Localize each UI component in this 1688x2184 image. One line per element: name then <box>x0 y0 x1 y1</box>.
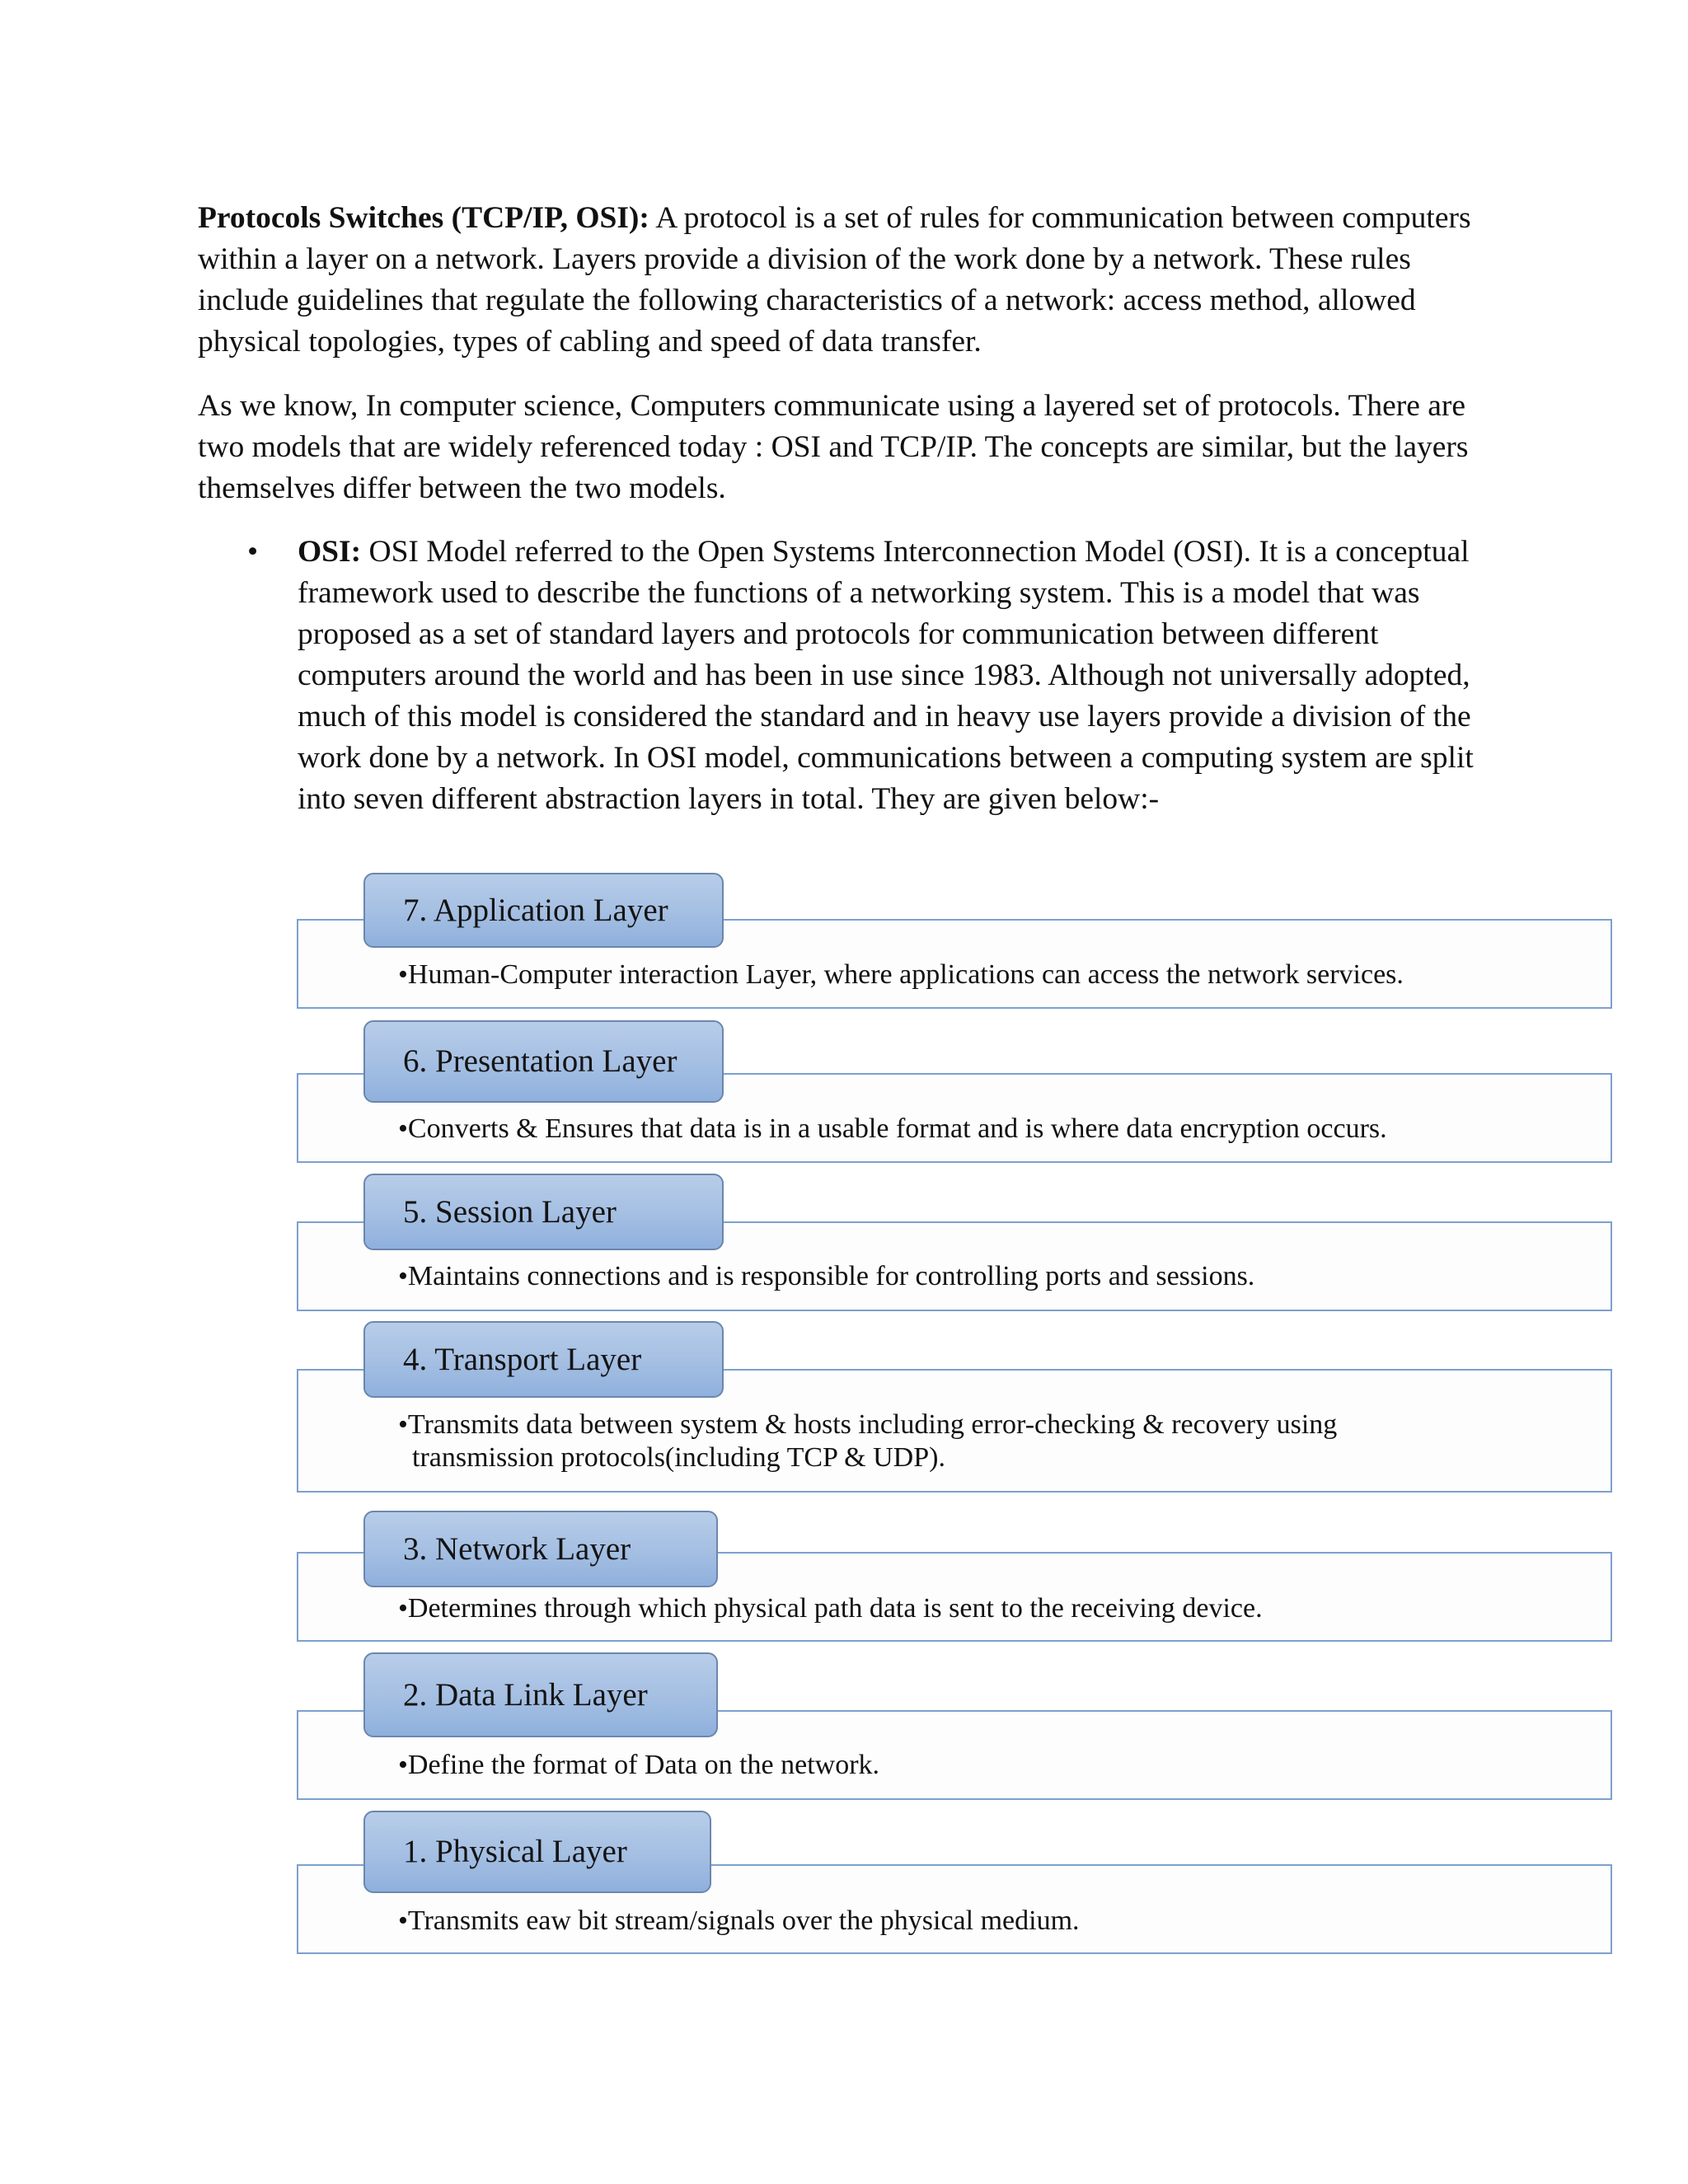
osi-label: OSI: <box>298 535 362 569</box>
osi-bullet-text: OSI Model referred to the Open Systems Interconnection Model (OSI). It is a conceptual framework used to describe the functions of a networking system. This is a model that was proposed as a set of standard layers and protocols for communication between different computers around the world and has been in use since 1983. Although not universally adopted, much of this model is considered the standard and in heavy use layers provide a division of the work done by a network. In OSI model, communications between a computing system are split into seven different abstraction layers in total. They are given below:- <box>298 535 1474 816</box>
intro-paragraph <box>198 198 1484 363</box>
models-paragraph: As we know, In computer science, Computers communicate using a layered set of protocols. There are two models that are widely referenced today : OSI and TCP/IP. The concepts are similar, but the layers themselves differ between the two models. <box>198 389 1469 505</box>
layer-4-description <box>398 1408 1568 1474</box>
layer-2-description: •Define the format of Data on the network. <box>398 1750 880 1780</box>
layer-6-description: •Converts & Ensures that data is in a usable format and is where data encryption occurs. <box>398 1113 1387 1144</box>
layer-4-description-line-1: •Transmits data between system & hosts including error-checking & recovery using <box>398 1409 1338 1440</box>
layer-4-title: 4. Transport Layer <box>363 1321 724 1398</box>
osi-bullet-paragraph <box>298 532 1509 820</box>
layer-5-title: 5. Session Layer <box>363 1174 724 1250</box>
section-heading: Protocols Switches (TCP/IP, OSI): <box>198 201 649 235</box>
layer-5-description: •Maintains connections and is responsible for controlling ports and sessions. <box>398 1261 1255 1291</box>
layer-4-description-line-2: transmission protocols(including TCP & UDP). <box>412 1442 945 1473</box>
layer-7-description: •Human-Computer interaction Layer, where applications can access the network services. <box>398 959 1404 990</box>
intro-paragraph-text: A protocol is a set of rules for communication between computers within a layer on a network. Layers provide a division of the work done by a network. These rules include guidelines that regulate the following characteristics of a network: access method, allowed physical topologies, types of cabling and speed of data transfer. <box>198 201 1471 359</box>
layer-3-title: 3. Network Layer <box>363 1511 718 1587</box>
layer-2-title: 2. Data Link Layer <box>363 1652 718 1737</box>
layer-6-title: 6. Presentation Layer <box>363 1020 724 1103</box>
layer-7-title: 7. Application Layer <box>363 873 724 948</box>
bullet-icon: • <box>247 535 259 569</box>
layer-1-description: •Transmits eaw bit stream/signals over the physical medium. <box>398 1905 1080 1936</box>
layer-1-title: 1. Physical Layer <box>363 1811 711 1893</box>
layer-3-description: •Determines through which physical path data is sent to the receiving device. <box>398 1593 1263 1624</box>
